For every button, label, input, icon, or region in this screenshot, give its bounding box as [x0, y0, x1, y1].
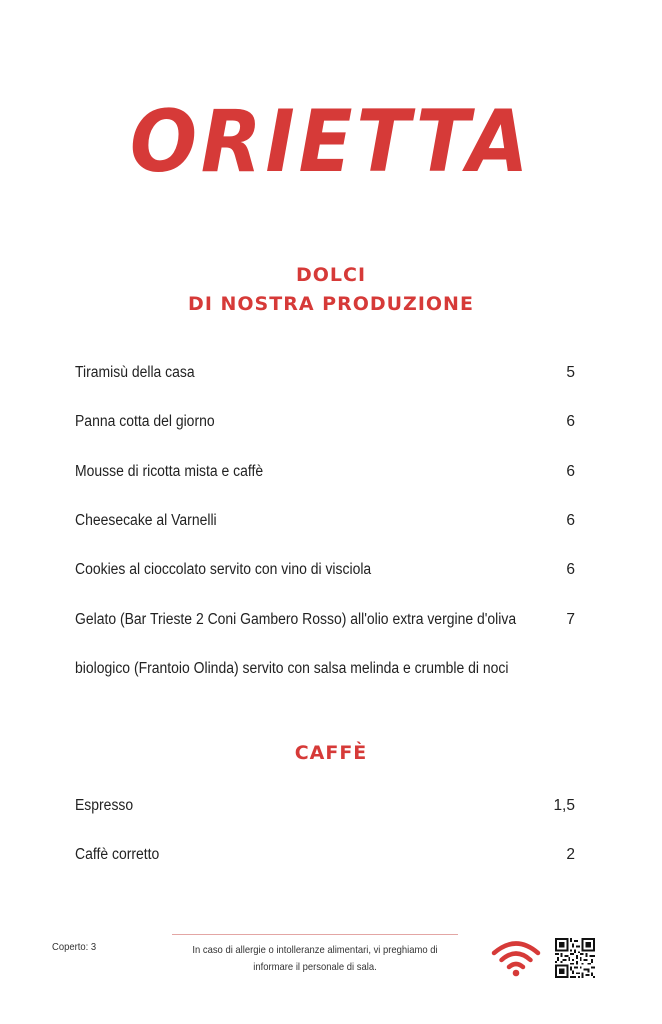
section-title-dolci [0, 261, 662, 319]
menu-item-cookies [75, 555, 575, 585]
menu-item-name: Cookies al cioccolato servito con vino di visciola [75, 561, 372, 578]
menu-item-tiramisu [75, 358, 575, 388]
menu-item-name: Espresso [75, 797, 134, 814]
menu-item-mousse [75, 457, 575, 487]
allergy-note [162, 942, 468, 976]
menu-item-price: 5 [566, 364, 575, 381]
menu-item-price: 6 [566, 512, 575, 529]
menu-item-name: Cheesecake al Varnelli [75, 512, 217, 529]
menu-item-name: Tiramisù della casa [75, 364, 195, 381]
menu-item-price: 6 [566, 463, 575, 480]
section-title-caffe: CAFFÈ [294, 742, 368, 764]
menu-item-caffe-corretto [75, 840, 575, 870]
section-title-dolci-line2: DI NOSTRA PRODUZIONE [188, 293, 474, 315]
menu-item-gelato [75, 605, 575, 635]
menu-item-panna-cotta [75, 407, 575, 437]
menu-item-cheesecake [75, 506, 575, 536]
menu-item-name: Mousse di ricotta mista e caffè [75, 463, 264, 480]
section-title-dolci-line1: DOLCI [295, 264, 367, 286]
allergy-note-line1: In caso di allergie o intolleranze alimentari, vi preghiamo di [192, 944, 438, 956]
menu-item-name: Panna cotta del giorno [75, 413, 215, 430]
allergy-note-line2: informare il personale di sala. [253, 961, 377, 973]
menu-item-description: biologico (Frantoio Olinda) servito con salsa melinda e crumble di noci [75, 660, 509, 677]
menu-item-gelato-continuation [75, 654, 575, 684]
menu-item-price: 2 [566, 846, 575, 863]
menu-item-name: Caffè corretto [75, 846, 160, 863]
wifi-icon [490, 938, 542, 978]
footer-divider [172, 934, 458, 935]
menu-item-espresso [75, 791, 575, 821]
menu-item-price: 6 [566, 413, 575, 430]
menu-item-price: 7 [566, 611, 575, 628]
menu-item-price: 1,5 [553, 797, 575, 814]
cover-charge: Coperto: 3 [52, 941, 97, 953]
menu-item-price: 6 [566, 561, 575, 578]
qr-code-icon [555, 938, 595, 978]
menu-item-name: Gelato (Bar Trieste 2 Coni Gambero Rosso) all'olio extra vergine d'oliva [75, 611, 517, 628]
restaurant-name: ORIETTA [129, 92, 533, 192]
